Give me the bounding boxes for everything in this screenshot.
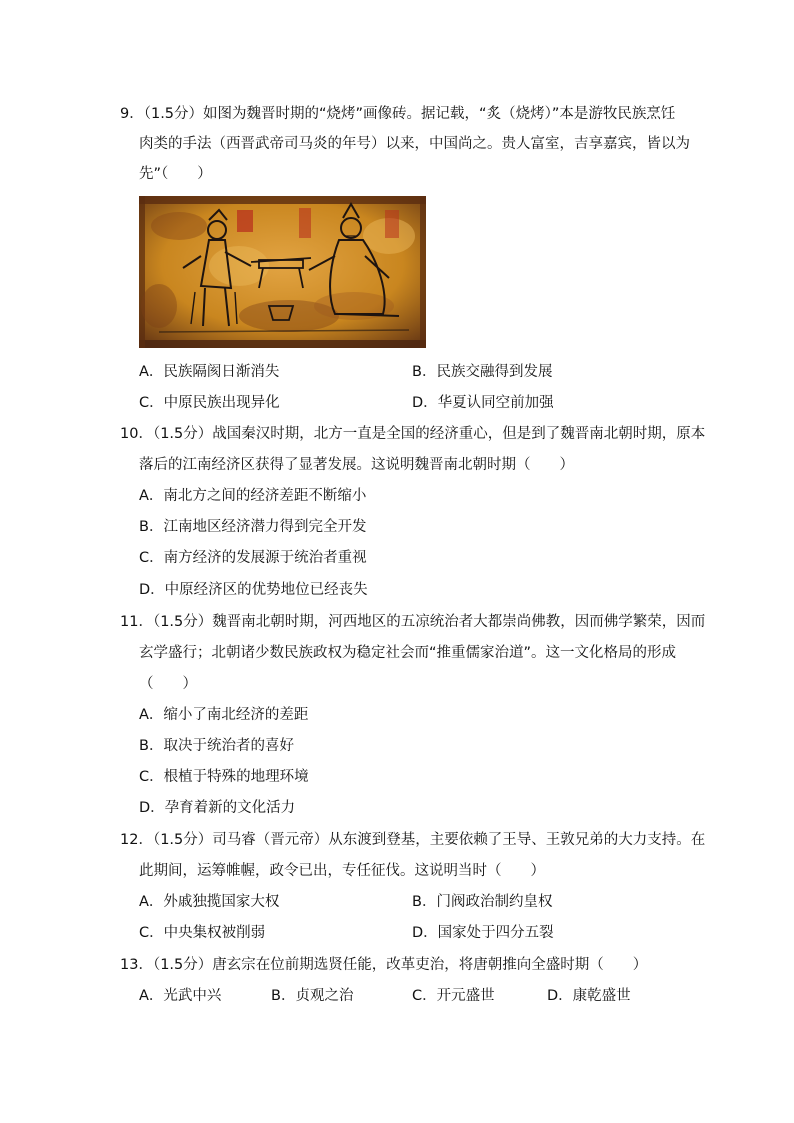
question-9-option-c[interactable]: C．中原民族出现异化: [139, 395, 280, 411]
question-11-line-2: 玄学盛行；北朝诸少数民族政权为稳定社会而“推重儒家治道”。这一文化格局的形成: [139, 645, 677, 661]
question-9-option-b[interactable]: B．民族交融得到发展: [412, 364, 553, 380]
question-11-line-3: （ ）: [139, 676, 197, 692]
question-13-option-a[interactable]: A．光武中兴: [139, 988, 222, 1004]
question-12-option-c[interactable]: C．中央集权被削弱: [139, 925, 266, 941]
question-10-line-2: 落后的江南经济区获得了显著发展。这说明魏晋南北朝时期（ ）: [139, 457, 574, 473]
question-9-option-a[interactable]: A．民族隔阂日渐消失: [139, 364, 280, 380]
question-12-line-2: 此期间，运筹帷幄，政令已出，专任征伐。这说明当时（ ）: [139, 863, 545, 879]
question-10-option-a[interactable]: A．南北方之间的经济差距不断缩小: [139, 488, 367, 504]
question-13-option-b[interactable]: B．贞观之治: [271, 988, 354, 1004]
question-9-line-2: 肉类的手法（西晋武帝司马炎的年号）以来，中国尚之。贵人富室，吉享嘉宾，皆以为: [139, 136, 690, 152]
question-10-option-b[interactable]: B．江南地区经济潜力得到完全开发: [139, 519, 367, 535]
question-12-line-1: 12．（1.5分）司马睿（晋元帝）从东渡到登基，主要依赖了王导、王敦兄弟的大力支持。在: [120, 832, 706, 848]
question-9-option-d[interactable]: D．华夏认同空前加强: [412, 395, 554, 411]
question-10-line-1: 10．（1.5分）战国秦汉时期，北方一直是全国的经济重心，但是到了魏晋南北朝时期，原本: [120, 426, 706, 442]
brick-painting-svg: [139, 196, 426, 348]
question-11-option-d[interactable]: D．孕育着新的文化活力: [139, 800, 296, 816]
question-11-line-1: 11．（1.5分）魏晋南北朝时期，河西地区的五凉统治者大都崇尚佛教，因而佛学繁荣，因而: [120, 614, 706, 630]
roasting-brick-painting: [139, 196, 426, 348]
question-9-line-3: 先”（ ）: [139, 166, 212, 182]
question-13-option-d[interactable]: D．康乾盛世: [547, 988, 631, 1004]
question-13-option-c[interactable]: C．开元盛世: [412, 988, 495, 1004]
question-12-option-a[interactable]: A．外戚独揽国家大权: [139, 894, 280, 910]
question-11-option-b[interactable]: B．取决于统治者的喜好: [139, 738, 294, 754]
question-13-line-1: 13．（1.5分）唐玄宗在位前期选贤任能，改革吏治，将唐朝推向全盛时期（ ）: [120, 957, 648, 973]
question-11-option-a[interactable]: A．缩小了南北经济的差距: [139, 707, 309, 723]
question-11-option-c[interactable]: C．根植于特殊的地理环境: [139, 769, 309, 785]
question-12-option-d[interactable]: D．国家处于四分五裂: [412, 925, 554, 941]
question-10-option-d[interactable]: D．中原经济区的优势地位已经丧失: [139, 582, 368, 598]
question-9-line-1: 9．（1.5分）如图为魏晋时期的“烧烤”画像砖。据记载，“炙（烧烤）”本是游牧民族烹饪: [120, 106, 676, 122]
question-12-option-b[interactable]: B．门阀政治制约皇权: [412, 894, 553, 910]
question-10-option-c[interactable]: C．南方经济的发展源于统治者重视: [139, 550, 367, 566]
